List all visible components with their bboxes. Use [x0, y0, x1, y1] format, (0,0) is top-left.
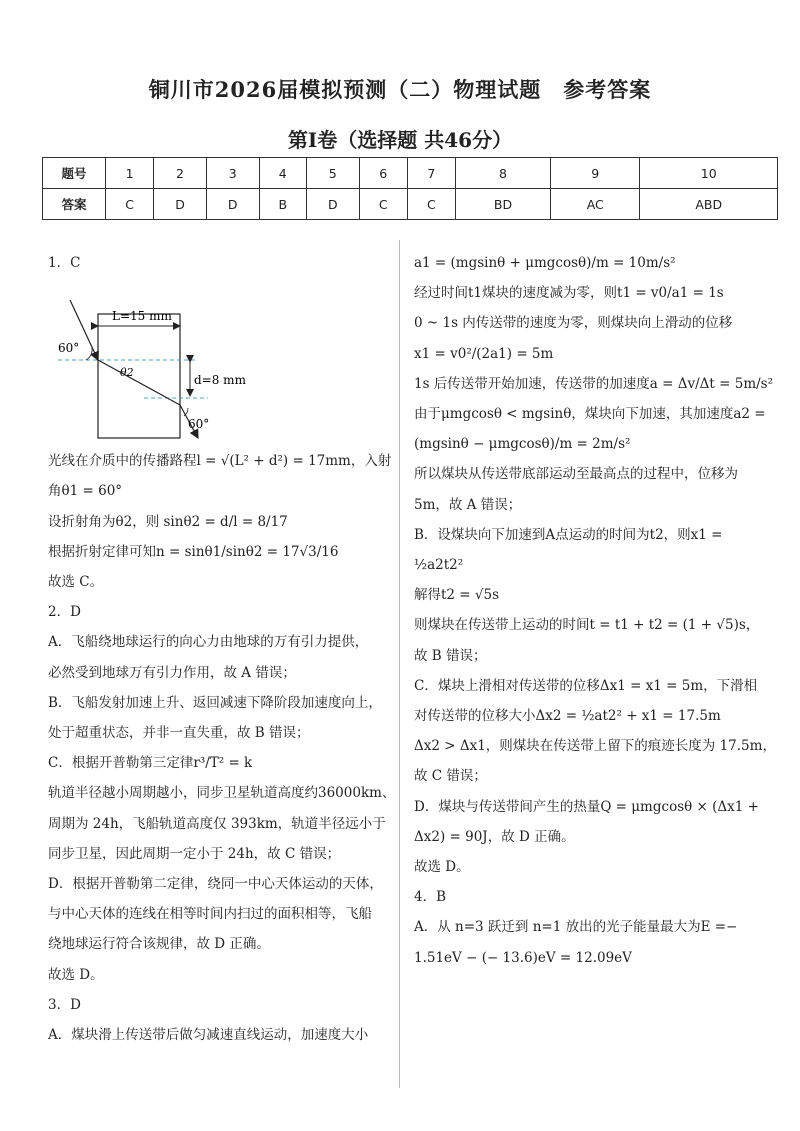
- text-line: A．飞船绕地球运行的向心力由地球的万有引力提供，: [48, 634, 369, 651]
- table-cell: 5: [306, 158, 359, 189]
- question-heading: 3．D: [48, 996, 81, 1013]
- table-cell: 2: [154, 158, 207, 189]
- text-line: Δx2 > Δx1，则煤块在传送带上留下的痕迹长度为 17.5m，: [414, 738, 776, 755]
- right-column: [414, 248, 776, 973]
- table-cell: C: [359, 189, 407, 220]
- text-line: 5m，故 A 错误；: [414, 496, 522, 513]
- text-line: 设折射角为θ2，则 sinθ2 = d/l = 8/17: [48, 513, 288, 530]
- text-line: 同步卫星，因此周期一定小于 24h，故 C 错误；: [48, 845, 341, 862]
- text-line: 故选 D。: [48, 966, 104, 983]
- text-line: 必然受到地球万有引力作用，故 A 错误；: [48, 664, 296, 681]
- answer-table: [42, 157, 778, 220]
- table-cell: 10: [640, 158, 778, 189]
- row-label-number: 题号: [43, 158, 106, 189]
- formula-line: (mgsinθ − μmgcosθ)/m = 2m/s²: [414, 436, 631, 453]
- column-divider: [399, 240, 400, 1088]
- text-line: 根据折射定律可知n = sinθ1/sinθ2 = 17√3/16: [48, 543, 339, 560]
- text-line: Δx2) = 90J，故 D 正确。: [414, 828, 575, 845]
- section-subtitle: 第Ⅰ卷（选择题 共46分）: [287, 128, 513, 152]
- text-line: 则煤块在传送带上运动的时间t = t1 + t2 = (1 + √5)s，: [414, 617, 760, 634]
- text-line: 光线在介质中的传播路程l = √(L² + d²) = 17mm，入射: [48, 453, 392, 470]
- text-line: 故选 C。: [48, 574, 104, 591]
- text-line: 周期为 24h，飞船轨道高度仅 393km，轨道半径远小于: [48, 815, 386, 832]
- left-column: [48, 248, 396, 1050]
- text-line: C．根据开普勒第三定律r³/T² = k: [48, 755, 253, 772]
- text-line: B．飞船发射加速上升、返回减速下降阶段加速度向上，: [48, 694, 382, 711]
- text-line: 由于μmgcosθ < mgsinθ，煤块向下加速，其加速度a2 =: [414, 406, 766, 423]
- text-line: 故选 D。: [414, 859, 470, 876]
- refraction-figure: [48, 278, 388, 446]
- formula-line: a1 = (mgsinθ + μmgcosθ)/m = 10m/s²: [414, 255, 676, 271]
- text-line: 角θ1 = 60°: [48, 483, 123, 500]
- text-line: 1.51eV − (− 13.6)eV = 12.09eV: [414, 949, 632, 966]
- table-cell: 6: [359, 158, 407, 189]
- table-cell: 4: [259, 158, 306, 189]
- table-row-answers: [43, 189, 778, 220]
- question-heading: 4．B: [414, 889, 447, 906]
- table-cell: 9: [551, 158, 640, 189]
- label-width: L=15 mm: [112, 309, 172, 324]
- text-line: 1s 后传送带开始加速，传送带的加速度a = Δv/Δt = 5m/s²: [414, 375, 774, 392]
- table-cell: B: [259, 189, 306, 220]
- table-cell: D: [154, 189, 207, 220]
- text-line: 故 B 错误；: [414, 647, 487, 664]
- angle-arc-in: [86, 348, 92, 360]
- text-line: 故 C 错误；: [414, 768, 487, 785]
- refracted-ray: [98, 360, 180, 405]
- text-line: 经过时间t1煤块的速度减为零，则t1 = v0/a1 = 1s: [414, 285, 724, 302]
- table-cell: D: [206, 189, 259, 220]
- table-row-numbers: [43, 158, 778, 189]
- label-depth: d=8 mm: [194, 373, 246, 388]
- refraction-diagram: [48, 278, 278, 446]
- label-angle-in: 60°: [58, 341, 80, 356]
- text-line: 处于超重状态，并非一直失重，故 B 错误；: [48, 725, 310, 742]
- text-line: C．煤块上滑相对传送带的位移Δx1 = x1 = 5m，下滑相: [414, 677, 758, 694]
- text-line: A．从 n=3 跃迁到 n=1 放出的光子能量最大为E =−: [414, 919, 738, 936]
- question-heading: 2．D: [48, 604, 81, 621]
- table-cell: ABD: [640, 189, 778, 220]
- table-cell: D: [306, 189, 359, 220]
- text-line: D．煤块与传送带间产生的热量Q = μmgcosθ × (Δx1 +: [414, 798, 759, 815]
- table-cell: AC: [551, 189, 640, 220]
- glass-block: [98, 314, 180, 438]
- text-line: A．煤块滑上传送带后做匀减速直线运动，加速度大小: [48, 1027, 369, 1044]
- text-line: 对传送带的位移大小Δx2 = ½at2² + x1 = 17.5m: [414, 708, 721, 725]
- text-line: 所以煤块从传送带底部运动至最高点的过程中，位移为: [414, 466, 738, 483]
- table-cell: 3: [206, 158, 259, 189]
- question-heading: 1．C: [48, 255, 81, 271]
- table-cell: 7: [407, 158, 455, 189]
- table-cell: C: [407, 189, 455, 220]
- table-cell: BD: [455, 189, 550, 220]
- label-theta2: θ2: [120, 366, 134, 380]
- text-line: D．根据开普勒第二定律，绕同一中心天体运动的天体，: [48, 876, 383, 893]
- row-label-answer: 答案: [43, 189, 106, 220]
- label-angle-out: 60°: [188, 417, 210, 432]
- text-line: 轨道半径越小周期越小，同步卫星轨道高度约36000km、: [48, 785, 396, 802]
- formula-line: x1 = v0²/(2a1) = 5m: [414, 345, 554, 362]
- page-title: 铜川市2026届模拟预测（二）物理试题 参考答案: [148, 77, 652, 102]
- table-cell: 8: [455, 158, 550, 189]
- table-cell: C: [106, 189, 154, 220]
- table-cell: 1: [106, 158, 154, 189]
- text-line: 解得t2 = √5s: [414, 587, 500, 604]
- formula-line: ½a2t2²: [414, 557, 464, 574]
- text-line: 与中心天体的连线在相等时间内扫过的面积相等，飞船: [48, 906, 372, 923]
- text-line: 绕地球运行符合该规律，故 D 正确。: [48, 936, 270, 953]
- text-line: B．设煤块向下加速到A点运动的时间为t2，则x1 =: [414, 526, 723, 543]
- text-line: 0 ~ 1s 内传送带的速度为零，则煤块向上滑动的位移: [414, 315, 733, 332]
